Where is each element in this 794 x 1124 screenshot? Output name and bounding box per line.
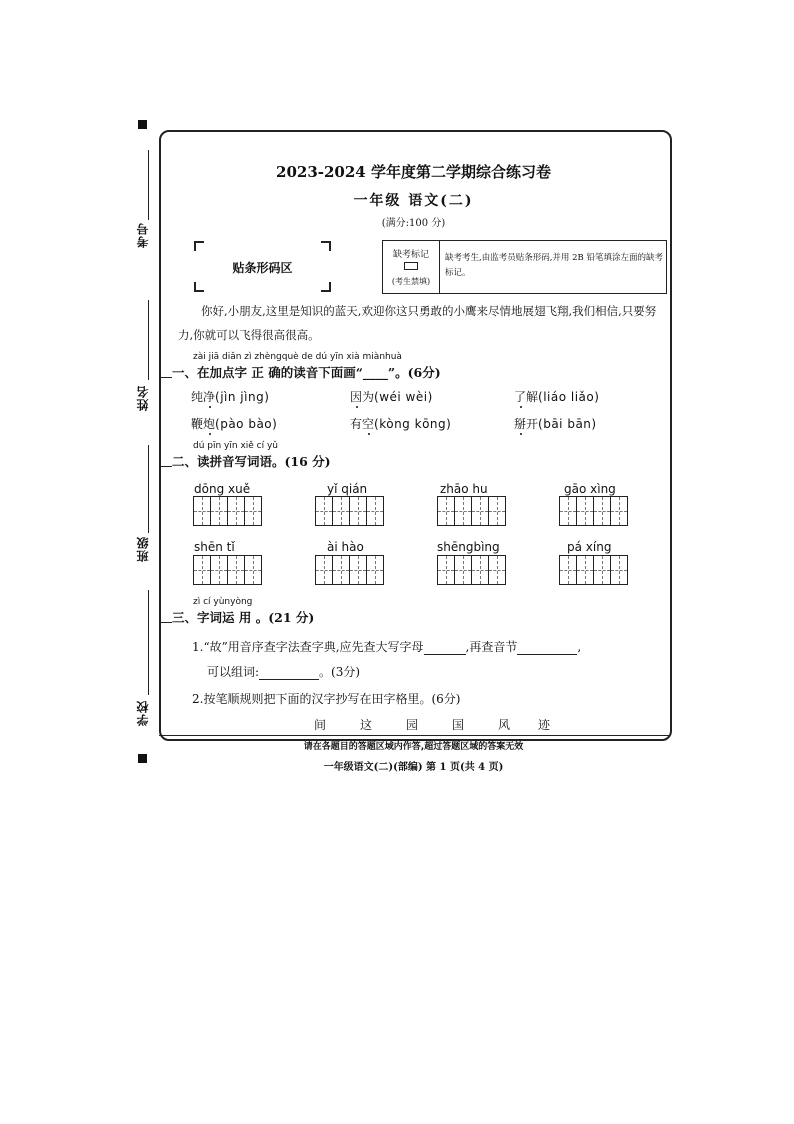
s1-item-5: 有空(kòng kōng) bbox=[350, 417, 452, 431]
section3-left-rule bbox=[159, 622, 172, 623]
section1-left-rule bbox=[159, 377, 172, 378]
s2-writing-grid[interactable] bbox=[315, 496, 384, 526]
answer-area-notice: 请在各题目的答题区域内作答,超过答题区域的答案无效 bbox=[303, 742, 524, 752]
s2-word-pinyin: pá xíng bbox=[567, 540, 612, 554]
s3-char: 迹 bbox=[538, 718, 551, 732]
section1-pinyin: zài jiā diǎn zì zhèngquè de dú yīn xià miànhuà bbox=[193, 352, 402, 362]
s2-writing-grid[interactable] bbox=[193, 555, 262, 585]
s3-char: 国 bbox=[452, 718, 465, 732]
s2-word-pinyin: dōng xuě bbox=[194, 482, 251, 496]
s3-q1-blank-word[interactable] bbox=[259, 665, 319, 680]
registration-mark-bottom bbox=[138, 754, 147, 763]
s3-question-2: 2.按笔顺规则把下面的汉字抄写在田字格里。(6分) bbox=[192, 692, 461, 706]
side-line-xuexiao bbox=[148, 590, 149, 695]
s3-q1-blank-letter[interactable] bbox=[424, 640, 466, 655]
section2-heading: 二、读拼音写词语。(16 分) bbox=[172, 454, 331, 469]
answer-area-bottom-rule bbox=[159, 735, 670, 736]
barcode-area bbox=[194, 241, 331, 292]
absent-mark-checkbox[interactable] bbox=[404, 262, 418, 270]
side-line-xingming bbox=[148, 300, 149, 380]
s2-word-pinyin: shēn tǐ bbox=[194, 540, 235, 554]
exam-subtitle: 一年级 语文(二) bbox=[353, 193, 474, 209]
s2-writing-grid[interactable] bbox=[193, 496, 262, 526]
s3-char: 这 bbox=[360, 718, 373, 732]
absent-mark-box bbox=[382, 240, 667, 294]
page-footer: 一年级语文(二)(部编) 第 1 页(共 4 页) bbox=[323, 762, 504, 773]
s2-writing-grid[interactable] bbox=[437, 555, 506, 585]
s3-q1-blank-syllable[interactable] bbox=[517, 640, 577, 655]
s1-item-2: 因为(wéi wèi) bbox=[350, 390, 433, 404]
s2-word-pinyin: shēngbìng bbox=[437, 540, 500, 554]
s2-word-pinyin: zhāo hu bbox=[440, 482, 488, 496]
side-label-xuexiao: 学校 bbox=[136, 700, 150, 726]
s1-item-3: 了解(liáo liǎo) bbox=[514, 390, 600, 404]
side-line-kaohao bbox=[148, 150, 149, 220]
s2-writing-grid[interactable] bbox=[559, 555, 628, 585]
intro-paragraph: 你好,小朋友,这里是知识的蓝天,欢迎你这只勇敢的小鹰来尽情地展翅飞翔,我们相信,只要努力,你就可以飞得很高很高。 bbox=[178, 304, 657, 342]
section2-left-rule bbox=[159, 466, 172, 467]
s2-writing-grid[interactable] bbox=[437, 496, 506, 526]
s3-char: 风 bbox=[498, 718, 511, 732]
section1-heading: 一、在加点字 正 确的读音下面画“____”。(6分) bbox=[172, 365, 441, 380]
s2-writing-grid[interactable] bbox=[559, 496, 628, 526]
section3-heading: 三、字词运 用 。(21 分) bbox=[172, 610, 315, 625]
absent-mark-note: 缺考考生,由监考员贴条形码,并用 2B 铅笔填涂左面的缺考标记。 bbox=[445, 253, 663, 278]
s1-item-6: 掰开(bāi bān) bbox=[514, 417, 597, 431]
s2-word-pinyin: yǐ qián bbox=[327, 482, 368, 496]
s1-item-1: 纯净(jìn jìng) bbox=[191, 390, 270, 404]
side-label-banji: 班级 bbox=[136, 536, 150, 562]
section2-pinyin: dú pīn yīn xiě cí yǔ bbox=[193, 441, 279, 451]
exam-title: 2023-2024 学年度第二学期综合练习卷 bbox=[276, 163, 551, 181]
s2-word-pinyin: ài hào bbox=[327, 540, 364, 554]
full-score: (满分:100 分) bbox=[381, 218, 446, 229]
s3-question-1: 1.“故”用音序查字法查字典,应先查大写字母 ,再查音节 , bbox=[192, 640, 582, 654]
s2-word-pinyin: gāo xìng bbox=[564, 482, 616, 496]
s3-question-1-cont: 可以组词: 。(3分) bbox=[207, 665, 361, 679]
absent-mark-sub: (考生禁填) bbox=[391, 277, 431, 286]
side-line-banji bbox=[148, 445, 149, 533]
registration-mark-top bbox=[138, 120, 147, 129]
s3-char: 园 bbox=[406, 718, 419, 732]
side-label-kaohao: 考号 bbox=[136, 222, 150, 248]
s3-char: 间 bbox=[314, 718, 327, 732]
s1-item-4: 鞭炮(pào bào) bbox=[191, 417, 278, 431]
absent-mark-label: 缺考标记 bbox=[392, 250, 429, 260]
section3-pinyin: zì cí yùnyòng bbox=[193, 597, 253, 607]
s2-writing-grid[interactable] bbox=[315, 555, 384, 585]
side-label-xingming: 姓名 bbox=[136, 385, 150, 411]
barcode-label: 贴条形码区 bbox=[232, 261, 293, 275]
